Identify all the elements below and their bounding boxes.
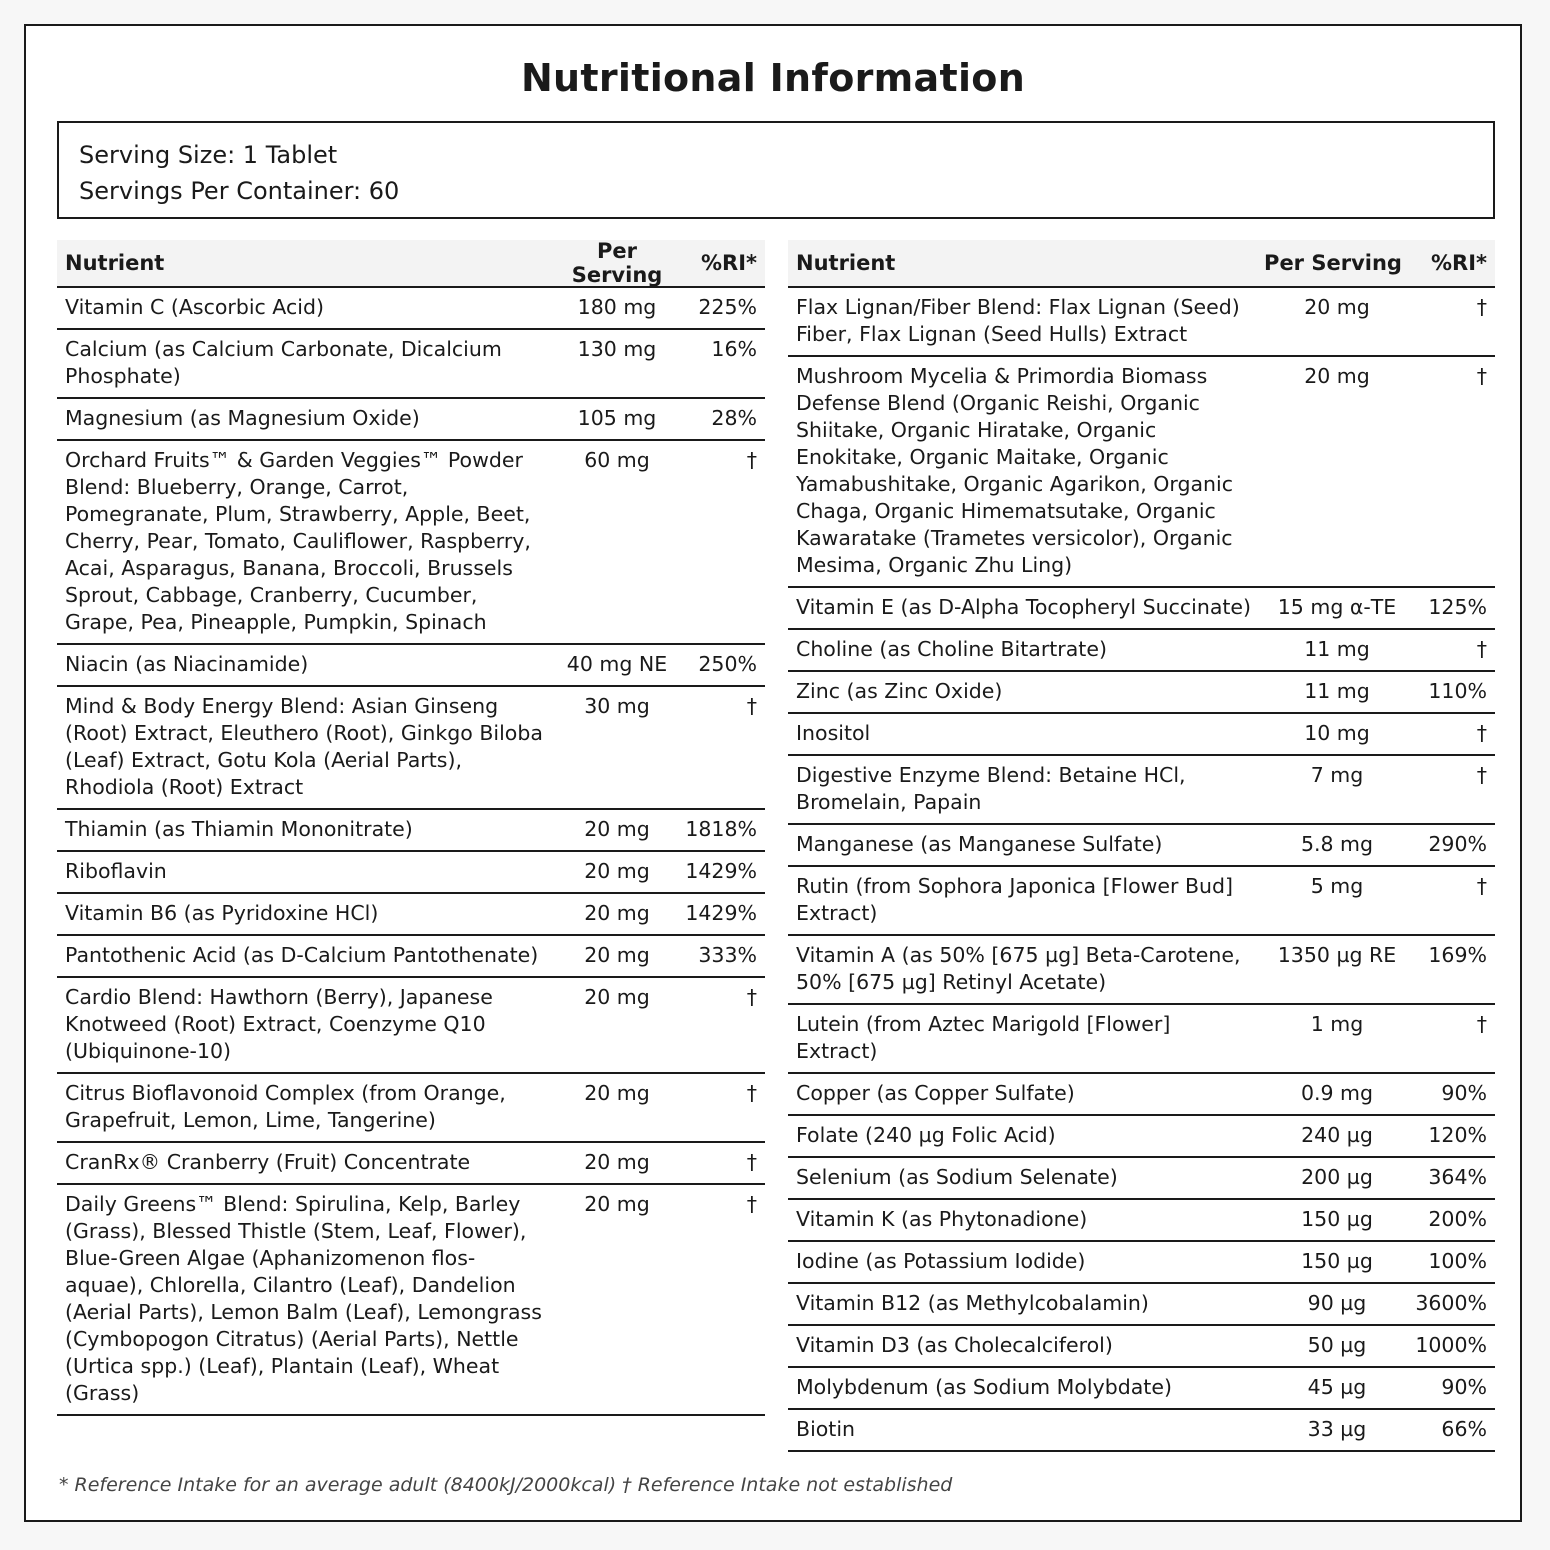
nutrient-name: Folate (240 µg Folic Acid)	[796, 1123, 1056, 1147]
nutrient-name: Mind & Body Energy Blend: Asian Ginseng (Root) Extract, Eleuthero (Root), Ginkgo Biloba (Leaf) Extract, Gotu Kola (Aerial Parts), Rhodiola (Root) Extract	[65, 694, 543, 799]
nutrient-name: Thiamin (as Thiamin Mononitrate)	[65, 817, 413, 841]
ri-percent: 364%	[1428, 1165, 1487, 1189]
per-serving-amount: 40 mg NE	[566, 652, 668, 676]
ri-percent: †	[1476, 1012, 1487, 1036]
nutrient-name: Copper (as Copper Sulfate)	[796, 1081, 1075, 1105]
table-row	[788, 825, 1495, 867]
table-row	[57, 1185, 765, 1416]
nutrient-name: Digestive Enzyme Blend: Betaine HCl, Bromelain, Papain	[796, 763, 1186, 814]
per-serving-amount: 30 mg	[584, 694, 650, 718]
per-serving-amount: 15 mg α-TE	[1277, 595, 1397, 619]
per-serving-amount: 20 mg	[584, 1192, 650, 1216]
per-serving-amount: 20 mg	[584, 859, 650, 883]
per-serving-amount: 60 mg	[584, 448, 650, 472]
per-serving-amount: 7 mg	[1310, 763, 1364, 787]
table-row	[788, 630, 1495, 672]
ri-percent: †	[1476, 874, 1487, 898]
serving-info-box	[57, 121, 1495, 219]
ri-percent: 1429%	[685, 901, 757, 925]
nutrient-name: Vitamin A (as 50% [675 µg] Beta-Carotene, 50% [675 µg] Retinyl Acetate)	[796, 943, 1241, 994]
ri-percent: 16%	[711, 337, 757, 361]
ri-percent: 1000%	[1415, 1333, 1487, 1357]
table-row	[57, 399, 765, 441]
table-row	[788, 357, 1495, 588]
ri-percent: 90%	[1441, 1375, 1487, 1399]
per-serving-amount: 20 mg	[584, 1081, 650, 1105]
nutrient-table-left	[57, 240, 765, 1416]
ri-percent: 290%	[1428, 832, 1487, 856]
per-serving-amount: 20 mg	[584, 817, 650, 841]
per-serving-amount: 20 mg	[584, 1150, 650, 1174]
table-row	[788, 1116, 1495, 1158]
per-serving-amount: 90 µg	[1307, 1291, 1367, 1315]
per-serving-amount: 50 µg	[1307, 1333, 1367, 1357]
ri-percent: 250%	[698, 652, 757, 676]
per-serving-amount: 1350 µg RE	[1277, 943, 1397, 967]
ri-percent: 3600%	[1415, 1291, 1487, 1315]
nutrient-name: Daily Greens™ Blend: Spirulina, Kelp, Barley (Grass), Blessed Thistle (Stem, Leaf, Flower), Blue-Green Algae (Aphanizomenon flos-aquae), Chlorella, Cilantro (Leaf), Dandelion (Aerial Parts), Lemon Balm (Leaf), Lemongrass (Cymbopogon Citratus) (Aerial Parts), Nettle (Urtica spp.) (Leaf), Plantain (Leaf), Wheat (Grass)	[65, 1192, 542, 1405]
nutrient-name: Vitamin E (as D-Alpha Tocopheryl Succinate)	[796, 595, 1252, 619]
table-row	[57, 810, 765, 852]
per-serving-amount: 45 µg	[1307, 1375, 1367, 1399]
table-row	[57, 288, 765, 330]
ri-percent: 1429%	[685, 859, 757, 883]
table-row	[57, 330, 765, 399]
ri-percent: †	[746, 448, 757, 472]
nutrient-name: Vitamin B6 (as Pyridoxine HCl)	[65, 901, 379, 925]
per-serving-amount: 150 µg	[1301, 1249, 1373, 1273]
table-row	[57, 852, 765, 894]
table-header	[57, 240, 765, 288]
table-row	[788, 1200, 1495, 1242]
per-serving-amount: 20 mg	[584, 943, 650, 967]
nutrient-name: Molybdenum (as Sodium Molybdate)	[796, 1375, 1172, 1399]
table-body	[788, 288, 1495, 1452]
nutrient-name: Citrus Bioflavonoid Complex (from Orange, Grapefruit, Lemon, Lime, Tangerine)	[65, 1081, 506, 1132]
nutrient-name: Mushroom Mycelia & Primordia Biomass Defense Blend (Organic Reishi, Organic Shiitake, Organic Hiratake, Organic Enokitake, Organic Maitake, Organic Yamabushitake, Organic Agarikon, Organic Chaga, Organic Himematsutake, Organic Kawaratake (Trametes versicolor), Organic Mesima, Organic Zhu Ling)	[796, 364, 1233, 577]
nutrient-name: Pantothenic Acid (as D-Calcium Pantothenate)	[65, 943, 539, 967]
ri-percent: 125%	[1428, 595, 1487, 619]
nutrient-name: Orchard Fruits™ & Garden Veggies™ Powder Blend: Blueberry, Orange, Carrot, Pomegranate, Plum, Strawberry, Apple, Beet, Cherry, Pear, Tomato, Cauliflower, Raspberry, Acai, Asparagus, Banana, Broccoli, Brussels Sprout, Cabbage, Cranberry, Cucumber, Grape, Pea, Pineapple, Pumpkin, Spinach	[65, 448, 531, 634]
servings-per-container: Servings Per Container: 60	[79, 177, 400, 205]
header-per-serving: Per Serving	[1264, 251, 1402, 275]
table-row	[788, 288, 1495, 357]
nutrient-name: Inositol	[796, 721, 871, 745]
table-row	[788, 1242, 1495, 1284]
nutrient-name: Vitamin C (Ascorbic Acid)	[65, 295, 324, 319]
per-serving-amount: 0.9 mg	[1300, 1081, 1374, 1105]
ri-percent: †	[1476, 364, 1487, 388]
header-nutrient: Nutrient	[796, 251, 896, 275]
ri-percent: 90%	[1441, 1081, 1487, 1105]
nutrient-name: Selenium (as Sodium Selenate)	[796, 1165, 1118, 1189]
table-row	[788, 588, 1495, 630]
header-ri: %RI*	[1430, 251, 1487, 275]
ri-percent: †	[746, 1192, 757, 1216]
per-serving-amount: 130 mg	[577, 337, 657, 361]
nutrition-label	[24, 24, 1522, 1522]
footnote: * Reference Intake for an average adult (8400kJ/2000kcal) † Reference Intake not established	[59, 1474, 953, 1496]
header-per-serving: Per Serving	[571, 239, 663, 287]
nutrient-name: Magnesium (as Magnesium Oxide)	[65, 406, 420, 430]
per-serving-amount: 240 µg	[1301, 1123, 1373, 1147]
table-header	[788, 240, 1495, 288]
nutrient-name: Zinc (as Zinc Oxide)	[796, 679, 1003, 703]
nutrient-name: Biotin	[796, 1417, 856, 1441]
nutrient-name: Vitamin D3 (as Cholecalciferol)	[796, 1333, 1113, 1357]
table-row	[788, 1368, 1495, 1410]
ri-percent: †	[1476, 721, 1487, 745]
per-serving-amount: 33 µg	[1307, 1417, 1367, 1441]
table-row	[57, 441, 765, 645]
nutrient-name: CranRx® Cranberry (Fruit) Concentrate	[65, 1150, 471, 1174]
nutrient-name: Vitamin K (as Phytonadione)	[796, 1207, 1088, 1231]
ri-percent: 66%	[1441, 1417, 1487, 1441]
table-row	[57, 687, 765, 810]
nutrient-name: Lutein (from Aztec Marigold [Flower] Extract)	[796, 1012, 1171, 1063]
nutrient-name: Choline (as Choline Bitartrate)	[796, 637, 1107, 661]
table-row	[788, 1005, 1495, 1074]
table-row	[57, 645, 765, 687]
per-serving-amount: 5 mg	[1310, 874, 1364, 898]
ri-percent: †	[1476, 295, 1487, 319]
per-serving-amount: 10 mg	[1304, 721, 1370, 745]
per-serving-amount: 20 mg	[1304, 295, 1370, 319]
page-title: Nutritional Information	[520, 56, 1026, 100]
nutrient-name: Calcium (as Calcium Carbonate, Dicalcium Phosphate)	[65, 337, 502, 388]
ri-percent: †	[746, 1150, 757, 1174]
nutrient-name: Cardio Blend: Hawthorn (Berry), Japanese Knotweed (Root) Extract, Coenzyme Q10 (Ubiquinone-10)	[65, 985, 493, 1063]
table-row	[57, 1074, 765, 1143]
ri-percent: 169%	[1428, 943, 1487, 967]
ri-percent: †	[746, 1081, 757, 1105]
table-row	[57, 978, 765, 1074]
table-row	[57, 936, 765, 978]
per-serving-amount: 150 µg	[1301, 1207, 1373, 1231]
header-ri: %RI*	[700, 251, 757, 275]
ri-percent: †	[746, 985, 757, 1009]
ri-percent: 100%	[1428, 1249, 1487, 1273]
nutrient-name: Niacin (as Niacinamide)	[65, 652, 309, 676]
table-row	[788, 1326, 1495, 1368]
per-serving-amount: 180 mg	[577, 295, 657, 319]
nutrient-name: Vitamin B12 (as Methylcobalamin)	[796, 1291, 1149, 1315]
table-row	[788, 936, 1495, 1005]
nutrient-name: Flax Lignan/Fiber Blend: Flax Lignan (Seed) Fiber, Flax Lignan (Seed Hulls) Extract	[796, 295, 1240, 346]
per-serving-amount: 20 mg	[584, 901, 650, 925]
per-serving-amount: 20 mg	[1304, 364, 1370, 388]
table-row	[788, 1158, 1495, 1200]
table-row	[788, 756, 1495, 825]
table-row	[788, 867, 1495, 936]
table-row	[788, 1074, 1495, 1116]
ri-percent: †	[1476, 763, 1487, 787]
table-row	[788, 714, 1495, 756]
ri-percent: 225%	[698, 295, 757, 319]
table-body	[57, 288, 765, 1416]
ri-percent: 28%	[711, 406, 757, 430]
ri-percent: 200%	[1428, 1207, 1487, 1231]
header-nutrient: Nutrient	[65, 251, 165, 275]
table-row	[788, 672, 1495, 714]
table-row	[57, 1143, 765, 1185]
serving-size: Serving Size: 1 Tablet	[79, 141, 338, 169]
per-serving-amount: 105 mg	[577, 406, 657, 430]
nutrient-name: Iodine (as Potassium Iodide)	[796, 1249, 1086, 1273]
nutrient-name: Riboflavin	[65, 859, 167, 883]
table-row	[788, 1410, 1495, 1452]
ri-percent: 333%	[698, 943, 757, 967]
nutrient-name: Rutin (from Sophora Japonica [Flower Bud] Extract)	[796, 874, 1234, 925]
per-serving-amount: 1 mg	[1310, 1012, 1364, 1036]
nutrient-table-right	[788, 240, 1495, 1452]
ri-percent: †	[746, 694, 757, 718]
nutrient-name: Manganese (as Manganese Sulfate)	[796, 832, 1163, 856]
ri-percent: 1818%	[685, 817, 757, 841]
table-row	[788, 1284, 1495, 1326]
per-serving-amount: 20 mg	[584, 985, 650, 1009]
table-row	[57, 894, 765, 936]
ri-percent: 110%	[1428, 679, 1487, 703]
ri-percent: 120%	[1428, 1123, 1487, 1147]
per-serving-amount: 11 mg	[1304, 637, 1370, 661]
per-serving-amount: 5.8 mg	[1300, 832, 1374, 856]
per-serving-amount: 11 mg	[1304, 679, 1370, 703]
ri-percent: †	[1476, 637, 1487, 661]
per-serving-amount: 200 µg	[1301, 1165, 1373, 1189]
